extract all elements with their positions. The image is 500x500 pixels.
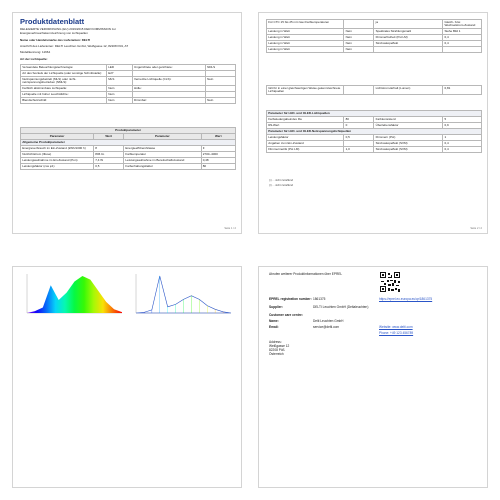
- table-cell: Farberhaltungsfaktor: [124, 164, 201, 170]
- table-cell: Farblich abstimmbare Lichtquelle:: [21, 86, 107, 92]
- column-header: Wert: [201, 134, 235, 140]
- table-cell: NDLS: [205, 65, 235, 71]
- table-cell: Nein: [344, 35, 374, 41]
- table-cell: 0,9: [443, 123, 482, 129]
- table-cell: Nein: [107, 98, 133, 104]
- table-cell: 7,4 W: [94, 158, 124, 164]
- table-cell: 0,5: [94, 164, 124, 170]
- table-cell: Energieeffizienzklasse: [124, 146, 201, 152]
- section-heading: Parameter für LED- und OLED-Lichtquellen: [267, 111, 482, 117]
- table-cell: Nein: [344, 47, 374, 53]
- table-cell: Nein: [107, 86, 133, 92]
- table-cell: Leistung in Watt: [267, 35, 344, 41]
- table-cell: Flimmerfreiheit (Pst LM): [374, 35, 443, 41]
- table-cell: 80: [201, 164, 235, 170]
- field-link[interactable]: Website: www.delti.com: [379, 325, 413, 329]
- table-cell: [374, 47, 443, 53]
- column-header: Parameter: [124, 134, 201, 140]
- table-cell: Für CTC 15 bis 25 mit zwei Farbtemperaturen: [267, 20, 344, 29]
- table-cell: [344, 86, 374, 95]
- table-cell: Farbkonsistenz: [374, 117, 443, 123]
- table-cell: F: [201, 146, 235, 152]
- parameters-table-top: [266, 19, 482, 53]
- table-cell: Leistung in Watt: [267, 29, 344, 35]
- table-cell: Leistung in Watt: [267, 41, 344, 47]
- field-label: Name:: [269, 319, 279, 323]
- meta-line: Energieverbrauchskennzeichnung von Lichtquellen: [20, 32, 88, 35]
- table-cell: Leistungsaufnahme im Bereitschaftszustand: [124, 158, 201, 164]
- table-cell: 0,5: [344, 135, 374, 141]
- eprel-header: Abrufen weiterer Produktinformationen über EPREL: [269, 272, 343, 276]
- table-cell: 0,4: [443, 35, 482, 41]
- spectrum-chart-1: [21, 271, 125, 319]
- table-cell: Energieverbrauch im Ein-Zustand (kWh/1000 h): [21, 146, 94, 152]
- qr-code-icon[interactable]: [379, 271, 401, 293]
- spectrum-series: [27, 276, 122, 313]
- eprel-page: [258, 266, 488, 488]
- table-cell: Leistungsfaktor: [267, 135, 344, 141]
- table-cell: 0,48: [201, 158, 235, 164]
- section-heading: Parameter für LED- und OLED-Netzspannungslichtquellen: [267, 129, 482, 135]
- datasheet-page-1: [12, 12, 242, 234]
- section-heading: Art der Lichtquelle:: [20, 58, 48, 61]
- table-row: [21, 77, 236, 86]
- column-header: Wert: [94, 134, 124, 140]
- table-cell: Nein: [205, 98, 235, 104]
- table-cell: Art des Sockels der Lichtquelle (oder sonstige Schnittstelle):: [21, 71, 107, 77]
- table-cell: LED: [107, 65, 133, 71]
- table-cell: Hülle:: [132, 86, 205, 92]
- table-cell: 1: [443, 135, 482, 141]
- table-row: [267, 147, 482, 153]
- table-cell: 0,4: [443, 41, 482, 47]
- table-cell: Lichtstrom-Erhalt (Lumen): [374, 86, 443, 95]
- model-id: Modellkennung: 11664: [20, 51, 51, 54]
- table-cell: 2700–4000: [201, 152, 235, 158]
- table-cell: Gleich- bzw. Wechselstrom-Zustand: [443, 20, 482, 29]
- field-link[interactable]: Phone: +49 123 456789: [379, 331, 414, 335]
- table-cell: 0,4: [443, 141, 482, 147]
- table-cell: Stroboskopeffekt: [374, 41, 443, 47]
- table-cell: Blendschutzschild:: [21, 98, 107, 104]
- page-number: Seite 2 / 2: [470, 227, 482, 230]
- address-line: Weißgasse 12: [269, 344, 290, 348]
- document-title: Produktdatenblatt: [20, 17, 85, 26]
- table-cell: R9-Wert: [267, 123, 344, 129]
- table-cell: Dimmbar:: [132, 98, 205, 104]
- footnote: (¹) ... nicht zutreffend: [269, 179, 293, 182]
- table-cell: 806 lm: [94, 152, 124, 158]
- table-cell: 0,81: [443, 86, 482, 95]
- table-cell: Nein: [205, 77, 235, 86]
- table-cell: 0: [344, 123, 374, 129]
- led-params-table: [266, 110, 482, 153]
- product-params-table: [20, 127, 236, 170]
- section-heading: Produktparameter: [21, 128, 236, 134]
- table-cell: Gilt für in einer gleichwertigen Weise gekennzeichnete Lichtquellen: [267, 86, 344, 95]
- table-cell: Farbwiedergabeindex Ra: [267, 117, 344, 123]
- table-cell: Ungerichtete oder gerichtete:: [132, 65, 205, 71]
- table-cell: 5: [443, 117, 482, 123]
- address-line: 82208 Pöß: [269, 348, 285, 352]
- table-cell: Siehe Bild 1: [443, 29, 482, 35]
- table-cell: Stroboskopeffekt (SVM): [374, 141, 443, 147]
- spectrum-page: [12, 266, 242, 488]
- table-cell: Lichtquelle mit hoher Leuchtdichte:: [21, 92, 107, 98]
- table-row: [267, 20, 482, 29]
- light-source-table: [20, 64, 236, 104]
- column-header: Parameter: [21, 134, 94, 140]
- datasheet-page-2: [258, 12, 488, 234]
- table-cell: 8: [94, 146, 124, 152]
- note-table: [266, 85, 482, 95]
- field-label: Supplier:: [269, 305, 283, 309]
- table-cell: Angaben zum Ein-Zustand: [267, 141, 344, 147]
- table-cell: 80: [344, 117, 374, 123]
- field-label: Customer care centre:: [269, 313, 303, 317]
- table-cell: Vernetzte Lichtquelle (CLS):: [132, 77, 205, 86]
- section-heading: Allgemeine Produktparameter: [21, 140, 236, 146]
- supplier-address: Anschrift des Lieferanten: DELTI Leuchten GmbH, Weißgasse 12, 82208 Pöß, AT: [20, 45, 129, 48]
- table-cell: Nein: [344, 41, 374, 47]
- table-cell: Nutzlichtstrom (Φuse): [21, 152, 94, 158]
- table-cell: Überlebensfaktor: [374, 123, 443, 129]
- address-line: Österreich: [269, 352, 284, 356]
- field-value: service@delti.com: [313, 325, 340, 329]
- address-label: Address:: [269, 340, 282, 344]
- table-row: [21, 164, 236, 170]
- table-cell: [443, 47, 482, 53]
- table-cell: Leistungsfaktor (cos φ1): [21, 164, 94, 170]
- table-cell: ja: [374, 20, 443, 29]
- spectrum-chart-2: [130, 271, 234, 319]
- table-cell: Leistungsaufnahme im Ein-Zustand (Pon): [21, 158, 94, 164]
- table-cell: [344, 20, 374, 29]
- table-cell: Stroboskopeffekt (SVM): [374, 147, 443, 153]
- field-value: Delti Leuchten GmbH: [313, 319, 344, 323]
- table-cell: 0,4: [443, 147, 482, 153]
- field-value: DELTI Leuchten GmbH (Deltaleuchten): [313, 305, 369, 309]
- footnote: (²) ... nicht zutreffend: [269, 184, 293, 187]
- table-cell: Nein: [107, 92, 133, 98]
- field-label: EPREL registration number:: [269, 297, 312, 301]
- page-number: Seite 1 / 2: [224, 227, 236, 230]
- field-value: 1861375: [313, 297, 326, 301]
- table-cell: Leistung in Watt: [267, 47, 344, 53]
- table-cell: MLS: [107, 77, 133, 86]
- table-cell: 1,0: [344, 147, 374, 153]
- table-row: [21, 98, 236, 104]
- field-label: Email:: [269, 325, 279, 329]
- table-cell: Netzspannungsbetrieb (MLS) oder nicht-netzspannungsbetrieben (NMLS):: [21, 77, 107, 86]
- table-cell: Farbtemperatur: [124, 152, 201, 158]
- table-cell: E27: [107, 71, 133, 77]
- meta-line: DELEGIERTE VERORDNUNG (EU) 2019/2015 DER KOMMISSION zur: [20, 28, 116, 31]
- table-cell: Flimmern (Pst): [374, 135, 443, 141]
- table-cell: Spektrales Strahlungsmaß: [374, 29, 443, 35]
- supplier-name: Name oder Handelsmarke des Lieferanten: DELTI: [20, 39, 91, 42]
- table-cell: Flimmermetrik (Pst LM): [267, 147, 344, 153]
- table-cell: Verwendete Beleuchtungstechnologie:: [21, 65, 107, 71]
- table-cell: Nein: [344, 29, 374, 35]
- table-row: [267, 47, 482, 53]
- field-link[interactable]: https://eprel.ec.europa.eu/qr/1861375: [379, 297, 433, 301]
